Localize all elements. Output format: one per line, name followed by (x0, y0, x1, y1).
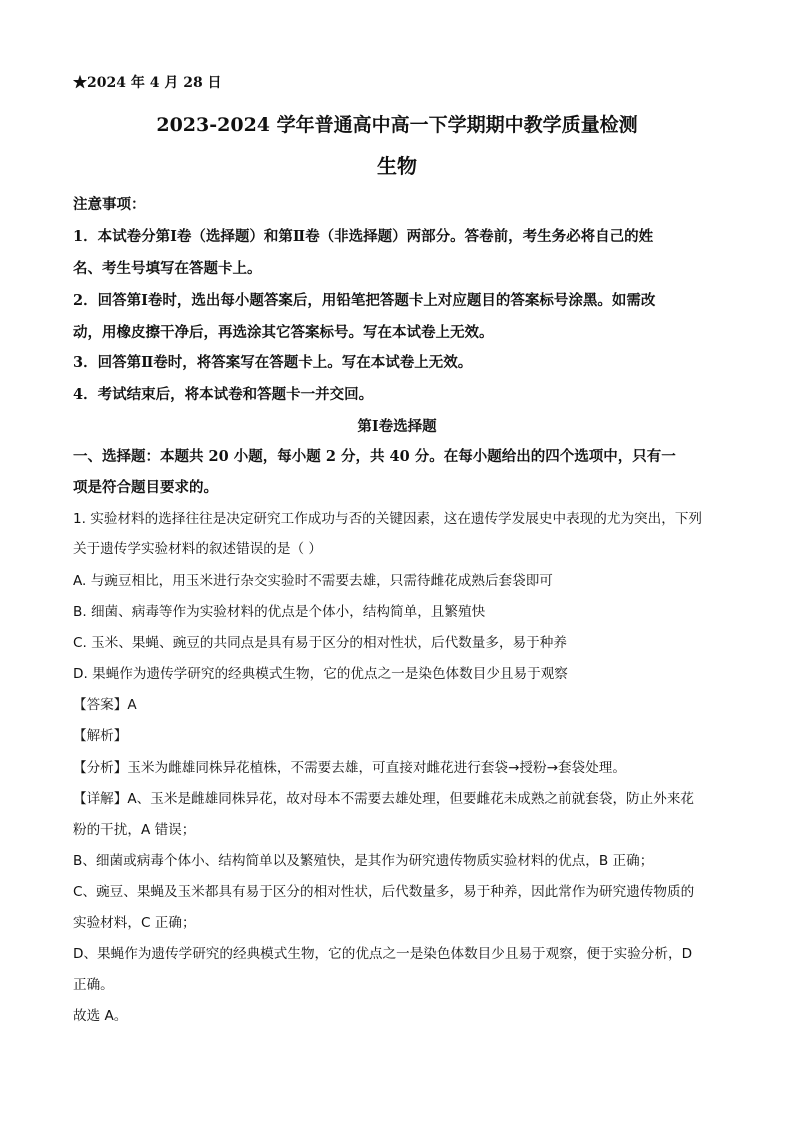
option-a: A. 与豌豆相比，用玉米进行杂交实验时不需要去雄，只需待雌花成熟后套袋即可 (73, 573, 553, 589)
question-stem: 关于遗传学实验材料的叙述错误的是（ ） (73, 541, 323, 557)
notice-line: 名、考生号填写在答题卡上。 (73, 260, 262, 277)
option-c: C. 玉米、果蝇、豌豆的共同点是具有易于区分的相对性状，后代数量多，易于种养 (73, 635, 567, 651)
notice-line: 2．回答第Ⅰ卷时，选出每小题答案后，用铅笔把答题卡上对应题目的答案标号涂黑。如需改 (73, 292, 656, 309)
section-instruction: 一、选择题：本题共 20 小题，每小题 2 分，共 40 分。在每小题给出的四个选项中，只有一 (73, 448, 676, 465)
notice-line: 3．回答第Ⅱ卷时，将答案写在答题卡上。写在本试卷上无效。 (73, 354, 473, 371)
notice-line: 动，用橡皮擦干净后，再选涂其它答案标号。写在本试卷上无效。 (73, 324, 494, 341)
analysis-line: D、果蝇作为遗传学研究的经典模式生物，它的优点之一是染色体数目少且易于观察，便于实验分析，D (73, 946, 693, 962)
question-stem: 1. 实验材料的选择往往是决定研究工作成功与否的关键因素，这在遗传学发展史中表现的尤为突出，下列 (73, 511, 703, 527)
section-instruction: 项是符合题目要求的。 (73, 479, 218, 496)
analysis-line: 【分析】玉米为雌雄同株异花植株，不需要去雄，可直接对雌花进行套袋→授粉→套袋处理。 (73, 760, 626, 776)
analysis-line: 【详解】A、玉米是雌雄同株异花，故对母本不需要去雄处理，但要雌花未成熟之前就套袋，防止外来花 (73, 791, 695, 807)
notice-heading: 注意事项： (73, 196, 146, 213)
analysis-line: B、细菌或病毒个体小、结构简单以及繁殖快，是其作为研究遗传物质实验材料的优点，B 正确； (73, 853, 654, 869)
exam-title: 2023-2024 学年普通高中高一下学期期中教学质量检测 (156, 114, 638, 136)
section-title: 第Ⅰ卷选择题 (357, 418, 437, 435)
notice-line: 1．本试卷分第Ⅰ卷（选择题）和第Ⅱ卷（非选择题）两部分。答卷前，考生务必将自己的姓 (73, 228, 654, 245)
subject-title: 生物 (377, 154, 417, 178)
analysis-line: 故选 A。 (73, 1008, 128, 1024)
exam-date: ★2024 年 4 月 28 日 (73, 75, 222, 91)
notice-line: 4．考试结束后，将本试卷和答题卡一并交回。 (73, 386, 374, 403)
analysis-line: 实验材料，C 正确； (73, 915, 196, 931)
option-b: B. 细菌、病毒等作为实验材料的优点是个体小，结构简单，且繁殖快 (73, 604, 486, 620)
analysis-heading: 【解析】 (73, 728, 128, 744)
analysis-line: 粉的干扰，A 错误； (73, 822, 196, 838)
analysis-line: C、豌豆、果蝇及玉米都具有易于区分的相对性状，后代数量多，易于种养，因此常作为研究遗传物质的 (73, 884, 695, 900)
analysis-line: 正确。 (73, 977, 114, 993)
option-d: D. 果蝇作为遗传学研究的经典模式生物，它的优点之一是染色体数目少且易于观察 (73, 666, 568, 682)
answer-line: 【答案】A (73, 697, 137, 713)
